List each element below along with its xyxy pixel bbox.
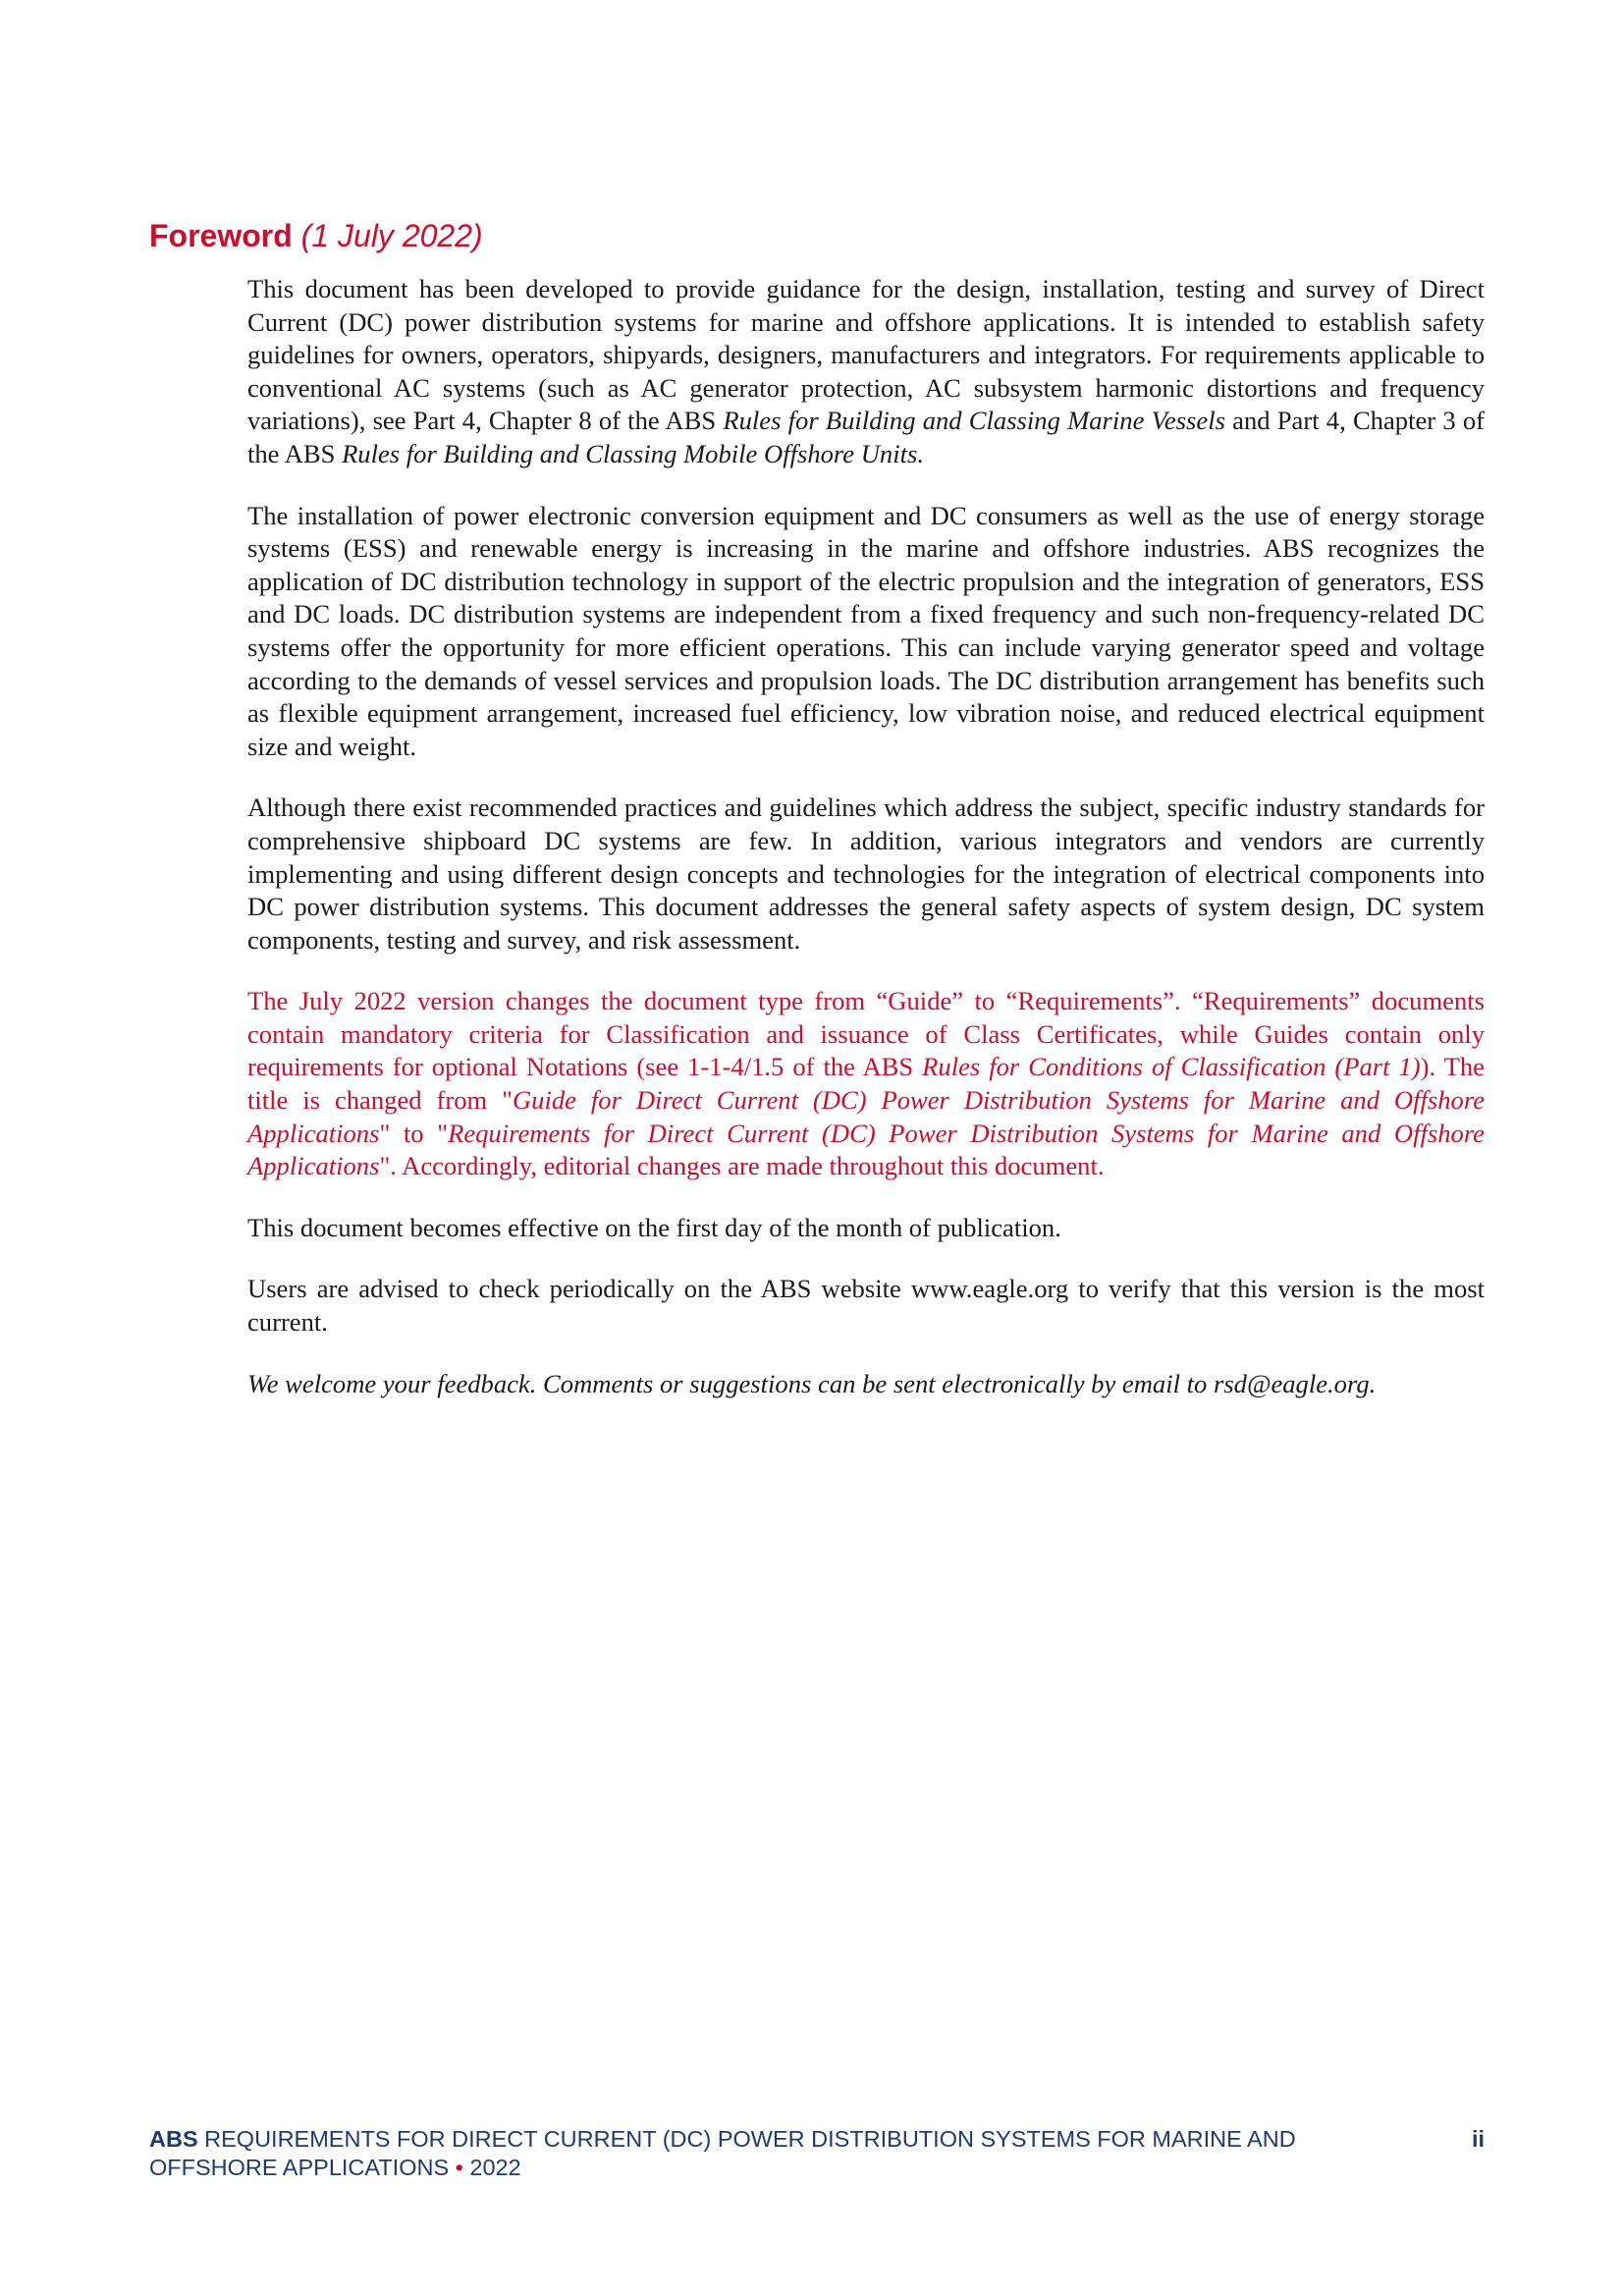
page-footer bbox=[149, 2125, 1485, 2182]
new-requirements-title: Requirements for Direct Current (DC) Power Distribution Systems for Marine and Offshore Applications bbox=[247, 1118, 1485, 1181]
paragraph-dc-technology: The installation of power electronic conversion equipment and DC consumers as well as the use of energy storage systems (ESS) and renewable energy is increasing in the marine and offshore industries. ABS recognizes the application of DC distribution technology in support of the electric propulsion and the integration of generators, ESS and DC loads. DC distribution systems are independent from a fixed frequency and such non-frequency-related DC systems offer the opportunity for more efficient operations. This can include varying generator speed and voltage according to the demands of vessel services and propulsion loads. The DC distribution arrangement has benefits such as flexible equipment arrangement, increased fuel efficiency, low vibration noise, and reduced electrical equipment size and weight. bbox=[247, 500, 1485, 761]
heading-word: Foreword bbox=[149, 218, 293, 253]
old-guide-title: Guide for Direct Current (DC) Power Distribution Systems for Marine and Offshore Applications bbox=[247, 1085, 1486, 1148]
foreword-body bbox=[247, 273, 1485, 1429]
page-number: ii bbox=[1471, 2126, 1485, 2152]
paragraph-effective-date: This document becomes effective on the first day of the month of publication. bbox=[247, 1212, 1061, 1242]
footer-document-title bbox=[149, 2125, 1367, 2182]
conditions-of-classification-title: Rules for Conditions of Classification (Part 1) bbox=[922, 1052, 1421, 1082]
footer-title-text: REQUIREMENTS FOR DIRECT CURRENT (DC) POWER DISTRIBUTION SYSTEMS FOR MARINE AND OFFSHORE APPLICATIONS bbox=[149, 2126, 1296, 2180]
mobile-offshore-rules-title: Rules for Building and Classing Mobile Offshore Units. bbox=[342, 438, 925, 468]
paragraph-feedback: We welcome your feedback. Comments or suggestions can be sent electronically by email to rsd@eagle.org. bbox=[247, 1368, 1377, 1398]
revision-text-4: ". Accordingly, editorial changes are made throughout this document. bbox=[379, 1151, 1105, 1181]
paragraph-website-check: Users are advised to check periodically on the ABS website www.eagle.org to verify that this version is the most current. bbox=[247, 1274, 1485, 1338]
paragraph-industry-standards: Although there exist recommended practices and guidelines which address the subject, specific industry standards for comprehensive shipboard DC systems are few. In addition, various integrators and vendors are currently implementing and using different design concepts and technologies for the integration of electrical components into DC power distribution systems. This document addresses the general safety aspects of system design, DC system components, testing and survey, and risk assessment. bbox=[247, 793, 1485, 955]
revision-text-3: " to " bbox=[379, 1118, 449, 1148]
paragraph-purpose-text-1: This document has been developed to provide guidance for the design, installation, testing and survey of Direct Current (DC) power distribution systems for marine and offshore applications. It is intended to establish safety guidelines for owners, operators, shipyards, designers, manufacturers and integrators. For requirements applicable to conventional AC systems (such as AC generator protection, AC subsystem harmonic distortions and frequency variations), see Part 4, Chapter 8 of the ABS bbox=[247, 274, 1485, 436]
page-title bbox=[149, 214, 483, 257]
paragraph-purpose-text-2: and Part 4, Chapter 3 of the ABS bbox=[247, 406, 1485, 468]
marine-vessels-rules-title: Rules for Building and Classing Marine Vessels bbox=[723, 406, 1225, 436]
footer-separator: • bbox=[455, 2155, 463, 2180]
revision-text-1: The July 2022 version changes the document type from “Guide” to “Requirements”. “Requirements” documents contain mandatory criteria for Classification and issuance of Class Certificates, while Guides contain only requirements for optional Notations (see 1-1-4/1.5 of the ABS bbox=[247, 986, 1485, 1082]
paragraph-revision-note bbox=[247, 985, 1485, 1183]
revision-text-2: ). The title is changed from " bbox=[247, 1052, 1485, 1116]
footer-year: 2022 bbox=[462, 2155, 521, 2180]
paragraph-purpose bbox=[247, 273, 1485, 471]
heading-date: (1 July 2022) bbox=[300, 218, 483, 253]
footer-abs-label: ABS bbox=[149, 2126, 198, 2152]
